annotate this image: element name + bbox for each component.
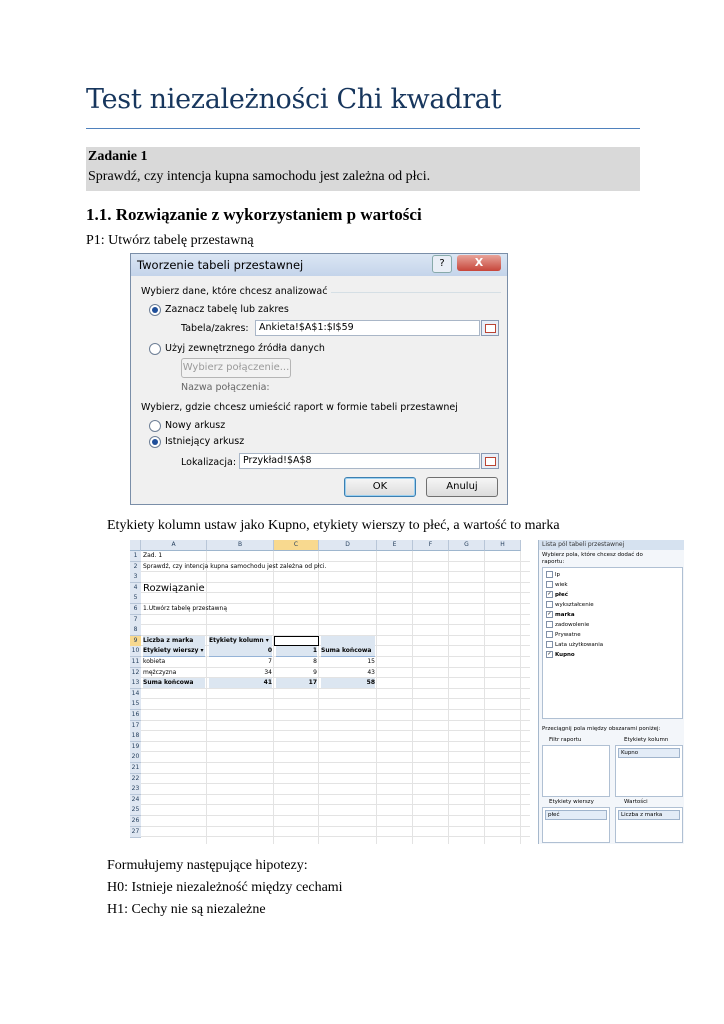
gridline bbox=[141, 741, 530, 742]
column-header-g[interactable]: G bbox=[449, 540, 485, 551]
row-header-10[interactable]: 10 bbox=[130, 646, 141, 657]
close-button[interactable]: X bbox=[457, 255, 501, 271]
column-field-chip[interactable]: Kupno bbox=[618, 748, 680, 758]
location-label: Lokalizacja: bbox=[181, 457, 237, 468]
field-name: wykształcenie bbox=[555, 602, 594, 608]
hypothesis-h0: H0: Istnieje niezależność między cechami bbox=[107, 880, 343, 895]
field-name: Kupno bbox=[555, 652, 575, 658]
external-source-label: Użyj zewnętrznego źródła danych bbox=[165, 343, 325, 354]
report-filter-area[interactable] bbox=[542, 745, 610, 797]
column-header-c[interactable]: C bbox=[274, 540, 319, 551]
step-2-text: Etykiety kolumn ustaw jako Kupno, etykiety wierszy to płeć, a wartość to marka bbox=[107, 518, 560, 533]
gridline bbox=[141, 709, 530, 710]
row-header-12[interactable]: 12 bbox=[130, 668, 141, 679]
row-header-25[interactable]: 25 bbox=[130, 805, 141, 816]
field-checkbox[interactable] bbox=[546, 631, 553, 638]
gridline bbox=[141, 826, 530, 827]
select-table-label: Zaznacz tabelę lub zakres bbox=[165, 304, 289, 315]
gridline bbox=[520, 551, 521, 844]
row-header-11[interactable]: 11 bbox=[130, 657, 141, 668]
dialog-title: Tworzenie tabeli przestawnej bbox=[137, 258, 304, 272]
column-labels-label: Etykiety kolumn bbox=[624, 737, 669, 743]
field-item-zadowolenie[interactable] bbox=[546, 621, 589, 630]
pivot-grand-total: 17 bbox=[276, 678, 317, 688]
location-picker-icon[interactable] bbox=[481, 453, 499, 469]
field-checkbox[interactable]: ✓ bbox=[547, 591, 552, 597]
pivot-col-0: 0 bbox=[209, 646, 272, 657]
choose-fields-label: Wybierz pola, które chcesz dodać do raportu: bbox=[542, 552, 643, 565]
selected-cell[interactable] bbox=[274, 636, 319, 647]
pivot-grand-total: 58 bbox=[321, 678, 375, 688]
pivot-field-list bbox=[538, 540, 684, 844]
row-header-1[interactable]: 1 bbox=[130, 551, 141, 562]
location-input[interactable]: Przykład!$A$8 bbox=[239, 453, 480, 469]
row-header-22[interactable]: 22 bbox=[130, 774, 141, 785]
field-name: wiek bbox=[555, 582, 568, 588]
row-header-3[interactable]: 3 bbox=[130, 572, 141, 583]
gridline bbox=[318, 551, 319, 844]
help-button[interactable]: ? bbox=[432, 255, 452, 273]
field-checkbox[interactable] bbox=[546, 641, 553, 648]
field-name: Lata użytkowania bbox=[555, 642, 604, 648]
column-labels-area[interactable] bbox=[615, 745, 683, 797]
values-area[interactable] bbox=[615, 807, 683, 843]
field-item-wykształcenie[interactable] bbox=[546, 601, 594, 610]
column-header-f[interactable]: F bbox=[413, 540, 449, 551]
task-text: Sprawdź, czy intencja kupna samochodu jest zależna od płci. bbox=[88, 169, 431, 184]
pivot-value: 8 bbox=[313, 658, 317, 665]
field-checkbox[interactable]: ✓ bbox=[547, 651, 552, 657]
pivot-column-labels-header: Etykiety kolumn ▾ bbox=[209, 636, 272, 646]
field-checkbox[interactable]: ✓ bbox=[547, 611, 552, 617]
pivot-col-total: Suma końcowa bbox=[321, 646, 375, 657]
select-all-corner[interactable] bbox=[130, 540, 141, 551]
row-header-8[interactable]: 8 bbox=[130, 625, 141, 636]
cell-a6: 1.Utwórz tabelę przestawną bbox=[143, 605, 228, 612]
pivot-value-label: Liczba z marka bbox=[143, 636, 205, 646]
field-name: płeć bbox=[555, 592, 568, 598]
field-checkbox[interactable] bbox=[546, 571, 553, 578]
title-underline bbox=[86, 128, 640, 129]
field-name: marka bbox=[555, 612, 575, 618]
cancel-button[interactable]: Anuluj bbox=[426, 477, 498, 497]
connection-name-label: Nazwa połączenia: bbox=[181, 382, 270, 393]
pivot-row-label: mężczyzna bbox=[143, 668, 177, 676]
row-header-14[interactable]: 14 bbox=[130, 689, 141, 700]
column-header-b[interactable]: B bbox=[207, 540, 274, 551]
pivot-header-blank bbox=[321, 636, 375, 646]
gridline bbox=[448, 551, 449, 844]
column-header-d[interactable]: D bbox=[319, 540, 377, 551]
existing-sheet-label: Istniejący arkusz bbox=[165, 436, 245, 447]
field-name: lp bbox=[555, 572, 561, 578]
pivot-row-label: kobieta bbox=[143, 658, 166, 665]
field-checkbox[interactable] bbox=[546, 621, 553, 628]
choose-connection-button[interactable]: Wybierz połączenie... bbox=[181, 358, 291, 378]
row-header-4[interactable]: 4 bbox=[130, 583, 141, 594]
hypothesis-h1: H1: Cechy nie są niezależne bbox=[107, 902, 266, 917]
ok-button[interactable]: OK bbox=[344, 477, 416, 497]
gridline bbox=[141, 783, 530, 784]
pivot-grand-total-label: Suma końcowa bbox=[143, 678, 205, 688]
field-item-wiek[interactable] bbox=[546, 581, 568, 590]
gridline bbox=[141, 794, 530, 795]
column-header-e[interactable]: E bbox=[377, 540, 413, 551]
field-list-box bbox=[542, 567, 683, 719]
task-label: Zadanie 1 bbox=[88, 149, 148, 164]
row-labels-area[interactable] bbox=[542, 807, 610, 843]
row-header-17[interactable]: 17 bbox=[130, 721, 141, 732]
gridline bbox=[412, 551, 413, 844]
gridline bbox=[484, 551, 485, 844]
field-item-kupno[interactable] bbox=[546, 651, 575, 660]
field-name: zadowolenie bbox=[555, 622, 590, 628]
range-picker-icon[interactable] bbox=[481, 320, 499, 336]
row-header-16[interactable]: 16 bbox=[130, 710, 141, 721]
gridline bbox=[141, 730, 530, 731]
field-list-title: Lista pól tabeli przestawnej bbox=[539, 540, 684, 550]
pivot-value: 7 bbox=[268, 658, 272, 665]
drag-hint: Przeciągnij pola między obszarami poniżej: bbox=[542, 726, 661, 732]
gridline bbox=[141, 720, 530, 721]
hypotheses-intro: Formułujemy następujące hipotezy: bbox=[107, 858, 308, 873]
row-header-15[interactable]: 15 bbox=[130, 699, 141, 710]
pivot-value: 9 bbox=[313, 668, 317, 676]
field-item-prywatne[interactable] bbox=[546, 631, 581, 640]
field-item-płeć[interactable] bbox=[546, 591, 568, 600]
cell-a1: Zad. 1 bbox=[143, 552, 163, 559]
create-pivot-dialog bbox=[130, 253, 508, 505]
field-name: Prywatne bbox=[555, 632, 581, 638]
cell-a4: Rozwiązanie bbox=[143, 582, 205, 594]
gridline bbox=[141, 624, 530, 625]
task-box bbox=[86, 147, 640, 191]
select-table-radio[interactable] bbox=[149, 304, 161, 316]
gridline bbox=[376, 551, 377, 844]
existing-sheet-radio[interactable] bbox=[149, 436, 161, 448]
column-header-h[interactable]: H bbox=[485, 540, 521, 551]
gridline bbox=[141, 751, 530, 752]
dialog-titlebar bbox=[131, 254, 507, 276]
row-header-23[interactable]: 23 bbox=[130, 784, 141, 795]
row-header-26[interactable]: 26 bbox=[130, 816, 141, 827]
field-item-marka[interactable] bbox=[546, 611, 575, 620]
gridline bbox=[141, 804, 530, 805]
pivot-row-labels-header: Etykiety wierszy ▾ bbox=[143, 646, 205, 657]
cell-a2: Sprawdź, czy intencja kupna samochodu jest zależna od płci. bbox=[143, 562, 327, 570]
pivot-value: 43 bbox=[367, 668, 375, 676]
gridline bbox=[141, 815, 530, 816]
row-header-13[interactable]: 13 bbox=[130, 678, 141, 689]
row-header-27[interactable]: 27 bbox=[130, 827, 141, 838]
field-item-lp[interactable] bbox=[546, 571, 560, 580]
row-header-7[interactable]: 7 bbox=[130, 615, 141, 626]
row-header-18[interactable]: 18 bbox=[130, 731, 141, 742]
document-title: Test niezależności Chi kwadrat bbox=[86, 84, 502, 115]
table-range-input[interactable]: Ankieta!$A$1:$I$59 bbox=[255, 320, 480, 336]
row-header-20[interactable]: 20 bbox=[130, 752, 141, 763]
choose-data-label: Wybierz dane, które chcesz analizować bbox=[141, 286, 328, 297]
choose-location-label: Wybierz, gdzie chcesz umieścić raport w formie tabeli przestawnej bbox=[141, 402, 458, 413]
row-field-chip[interactable]: płeć bbox=[545, 810, 607, 820]
new-sheet-radio[interactable] bbox=[149, 420, 161, 432]
field-checkbox[interactable] bbox=[546, 601, 553, 608]
row-header-2[interactable]: 2 bbox=[130, 562, 141, 573]
pivot-value: 34 bbox=[264, 668, 272, 676]
external-source-radio[interactable] bbox=[149, 343, 161, 355]
step-1-text: P1: Utwórz tabelę przestawną bbox=[86, 233, 254, 248]
row-header-9[interactable]: 9 bbox=[130, 636, 141, 647]
row-header-24[interactable]: 24 bbox=[130, 795, 141, 806]
divider bbox=[331, 292, 501, 293]
row-header-21[interactable]: 21 bbox=[130, 763, 141, 774]
value-field-chip[interactable]: Liczba z marka bbox=[618, 810, 680, 820]
column-header-a[interactable]: A bbox=[141, 540, 207, 551]
excel-screenshot bbox=[130, 540, 684, 844]
gridline bbox=[141, 836, 530, 837]
field-item-lata-użytkowania[interactable] bbox=[546, 641, 603, 650]
new-sheet-label: Nowy arkusz bbox=[165, 420, 226, 431]
row-header-19[interactable]: 19 bbox=[130, 742, 141, 753]
table-range-label: Tabela/zakres: bbox=[181, 323, 249, 334]
pivot-grand-total: 41 bbox=[209, 678, 272, 688]
gridline bbox=[141, 762, 530, 763]
field-checkbox[interactable] bbox=[546, 581, 553, 588]
section-heading: 1.1. Rozwiązanie z wykorzystaniem p wartości bbox=[86, 205, 422, 224]
report-filter-label: Filtr raportu bbox=[549, 737, 582, 743]
row-labels-label: Etykiety wierszy bbox=[549, 799, 594, 805]
spreadsheet-grid bbox=[130, 540, 530, 844]
gridline bbox=[141, 698, 530, 699]
pivot-col-1: 1 bbox=[276, 646, 317, 657]
pivot-value: 15 bbox=[367, 658, 375, 665]
values-label: Wartości bbox=[624, 799, 648, 805]
row-header-6[interactable]: 6 bbox=[130, 604, 141, 615]
row-header-5[interactable]: 5 bbox=[130, 593, 141, 604]
gridline bbox=[141, 773, 530, 774]
